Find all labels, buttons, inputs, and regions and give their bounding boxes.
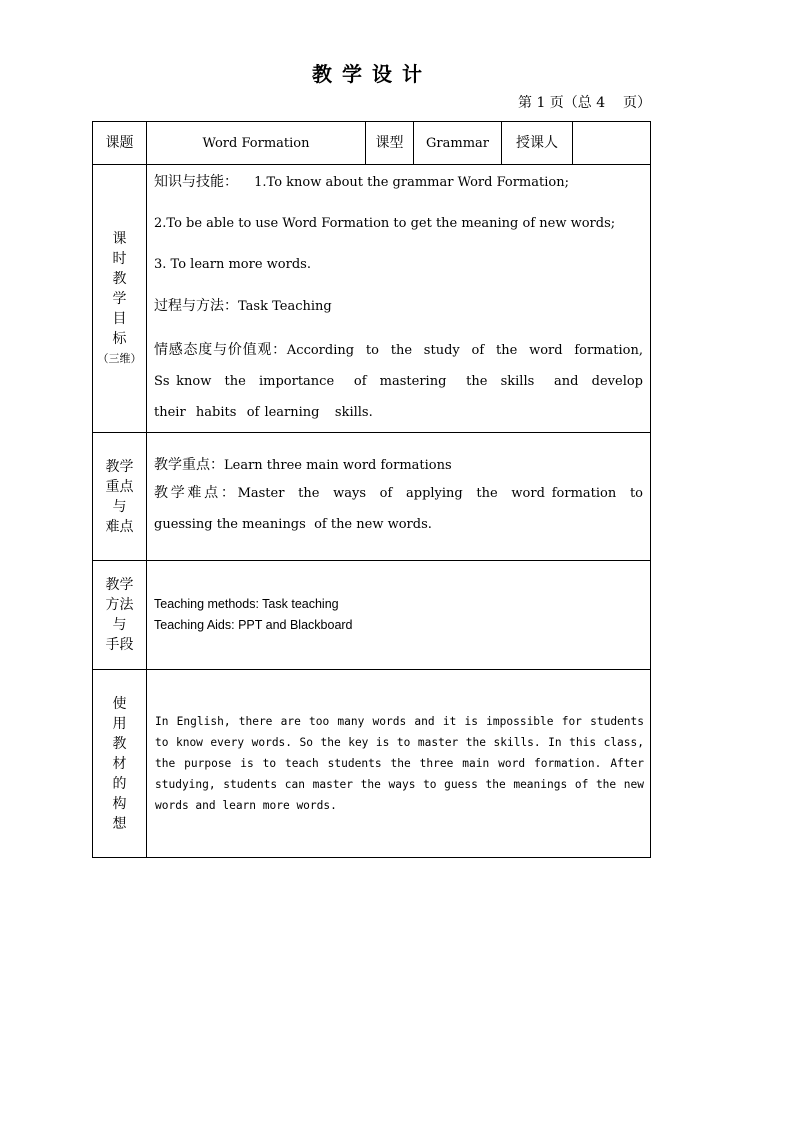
topic-row — [93, 122, 651, 165]
focus-label — [93, 433, 147, 561]
materials-label-char: 教 — [112, 735, 127, 752]
materials-label-char: 的 — [112, 775, 127, 792]
difficult-point-label: 教学难点： — [154, 485, 238, 501]
teaching-methods-line: Teaching methods: Task teaching — [154, 597, 339, 611]
document-title: 教学设计 — [312, 62, 432, 86]
key-point-value: Learn three main word formations — [224, 458, 452, 473]
materials-label-char: 材 — [112, 755, 127, 772]
materials-row — [93, 670, 651, 858]
teacher-label: 授课人 — [502, 122, 573, 165]
difficult-point-value: Master the ways of applying the word formation to guessing the meanings of the new words. — [154, 486, 652, 532]
key-point-label: 教学重点： — [154, 457, 224, 473]
knowledge-item-3: 3. To learn more words. — [154, 257, 311, 272]
methods-label-line: 与 — [112, 617, 127, 633]
focus-label-line: 与 — [112, 498, 127, 515]
lesson-plan-table — [92, 121, 654, 858]
materials-label-char: 使 — [112, 695, 127, 712]
focus-label-line: 难点 — [105, 518, 134, 535]
methods-row — [93, 561, 651, 670]
materials-label-char: 想 — [112, 815, 127, 832]
materials-label-char: 构 — [112, 795, 127, 812]
lesson-type-value: Grammar — [414, 122, 502, 165]
knowledge-label: 知识与技能： — [154, 174, 238, 190]
materials-label — [93, 670, 147, 858]
methods-label-line: 手段 — [105, 637, 134, 653]
process-value: Task Teaching — [238, 299, 332, 314]
knowledge-item-1: 1.To know about the grammar Word Formation; — [254, 175, 569, 190]
topic-value: Word Formation — [147, 122, 366, 165]
focus-content — [147, 433, 651, 561]
emotion-value: According to the study of the word formation, Ss know the importance of mastering the skills and develop their habits of learning skills. — [154, 343, 654, 420]
lesson-type-label: 课型 — [366, 122, 414, 165]
materials-content — [147, 670, 651, 858]
objectives-label-char: 时 — [112, 250, 127, 267]
methods-label-line: 方法 — [105, 597, 134, 613]
objectives-label-char: 目 — [112, 310, 127, 327]
page-indicator: 第 1 页（总 4 页） — [518, 95, 651, 111]
objectives-label-char: 标 — [112, 330, 127, 347]
objectives-row — [93, 165, 651, 433]
objectives-label — [93, 165, 147, 433]
methods-label — [93, 561, 147, 670]
teacher-value — [573, 122, 651, 165]
focus-label-line: 教学 — [105, 458, 134, 475]
teaching-aids-line: Teaching Aids: PPT and Blackboard — [154, 618, 353, 632]
methods-label-line: 教学 — [105, 577, 134, 593]
objectives-content — [147, 165, 654, 433]
knowledge-item-2: 2.To be able to use Word Formation to get the meaning of new words; — [154, 216, 616, 231]
process-label: 过程与方法： — [154, 298, 238, 314]
objectives-label-note: （三维） — [97, 351, 142, 365]
focus-label-line: 重点 — [105, 478, 134, 495]
emotion-label: 情感态度与价值观： — [154, 342, 287, 358]
topic-label: 课题 — [93, 122, 147, 165]
methods-content — [147, 561, 651, 670]
materials-text: In English, there are too many words and it is impossible for students to know every words. So the key is to master the skills. In this class, the purpose is to teach students the three main word formation. After studying, students can master the ways to guess the meanings of the new words and learn more words. — [155, 715, 644, 812]
materials-label-char: 用 — [112, 715, 127, 732]
objectives-label-char: 教 — [112, 270, 127, 287]
focus-row — [93, 433, 651, 561]
objectives-label-char: 学 — [112, 290, 127, 307]
objectives-label-char: 课 — [112, 230, 127, 247]
